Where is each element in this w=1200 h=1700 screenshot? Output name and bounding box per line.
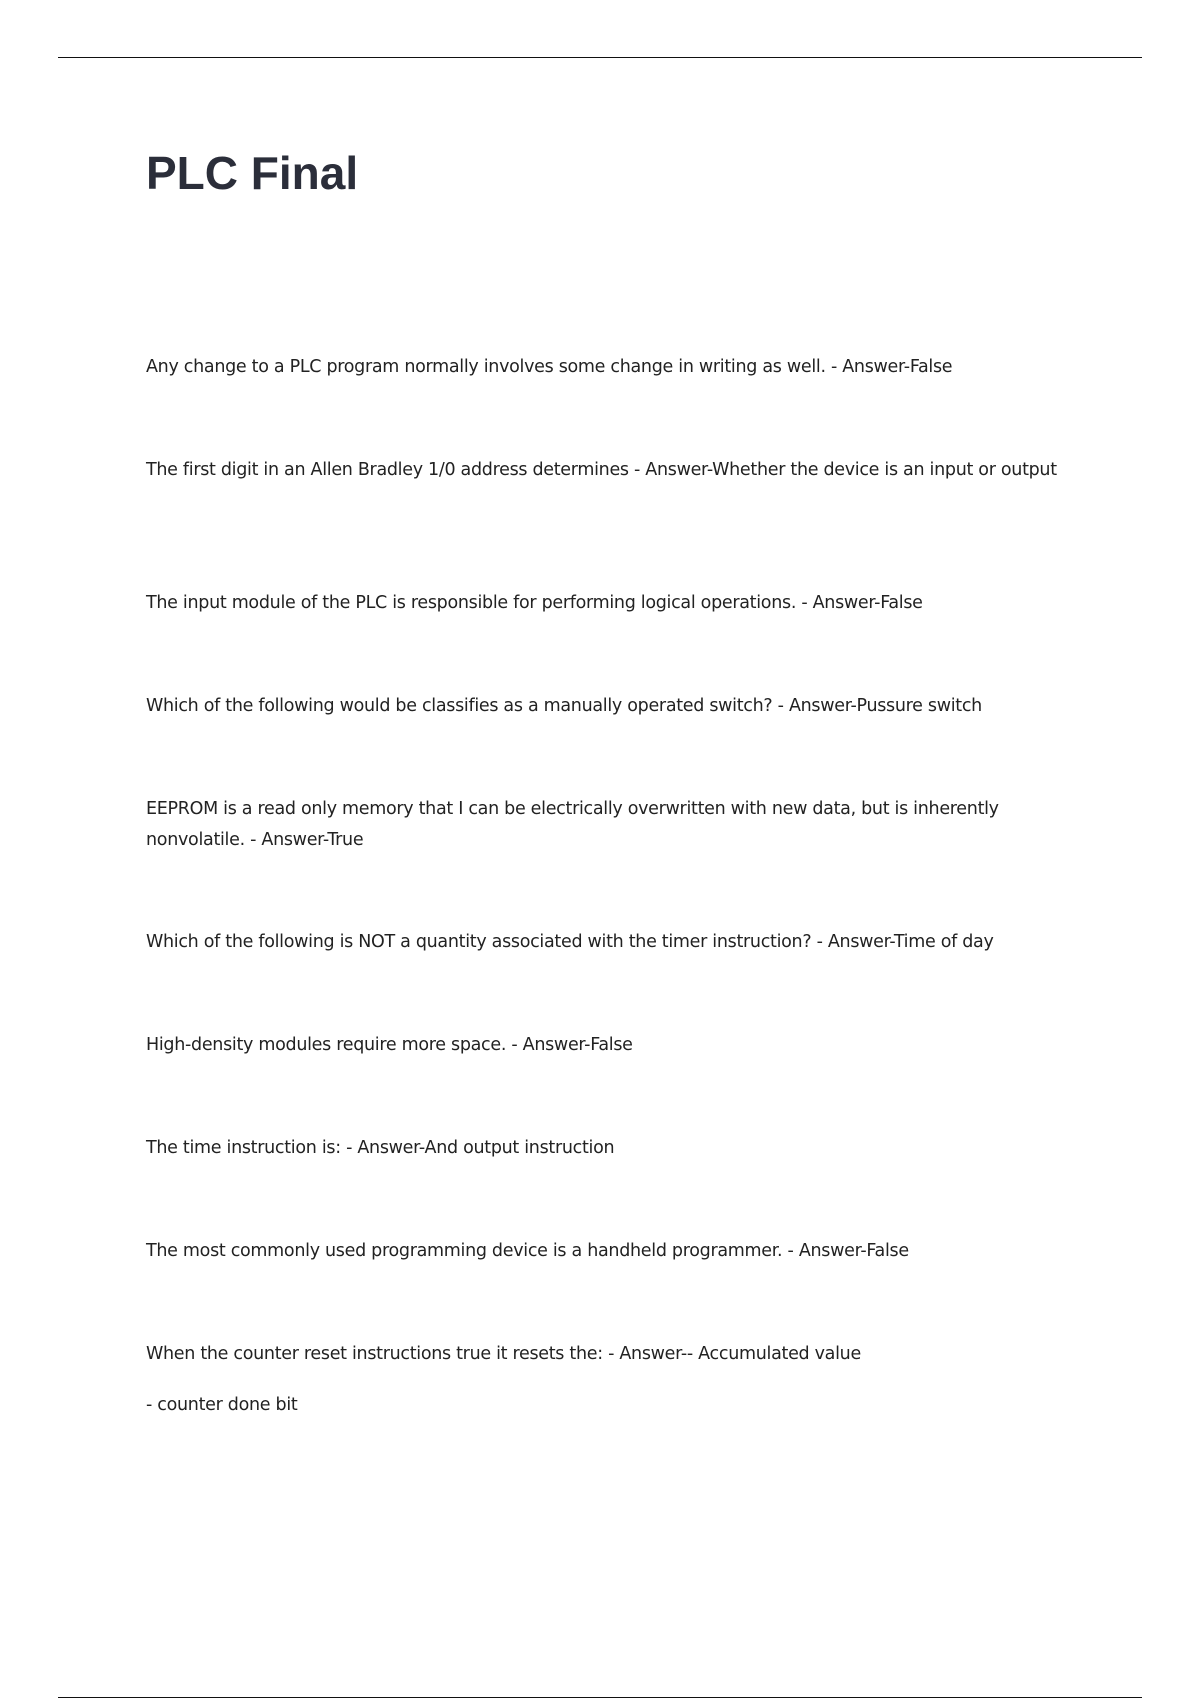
qa-item-10-continuation: - counter done bit	[146, 1395, 298, 1415]
answer-separator: - Answer-	[782, 1241, 867, 1261]
qa-item-8	[146, 1133, 1066, 1164]
qa-item-2	[146, 455, 1066, 486]
answer-text: Whether the device is an input or output	[712, 460, 1057, 480]
qa-item-3	[146, 588, 1066, 619]
answer-separator: - Answer-	[811, 932, 894, 952]
answer-separator: - Answer-	[244, 830, 328, 850]
bottom-rule	[58, 1697, 1142, 1698]
question-text: Which of the following would be classifies as a manually operated switch?	[146, 696, 773, 716]
top-rule	[58, 57, 1142, 58]
question-text: The input module of the PLC is responsible for performing logical operations.	[146, 593, 797, 613]
qa-item-5	[146, 794, 1066, 856]
answer-text: False	[909, 357, 953, 377]
answer-text: False	[590, 1035, 633, 1055]
answer-text: And output instruction	[424, 1138, 615, 1158]
qa-item-6	[146, 927, 1066, 958]
qa-item-7	[146, 1030, 1066, 1061]
qa-item-10	[146, 1339, 1066, 1370]
page-title: PLC Final	[146, 147, 359, 199]
question-text: Which of the following is NOT a quantity associated with the timer instruction?	[146, 932, 812, 952]
answer-text: Time of day	[893, 932, 994, 952]
answer-text: True	[327, 830, 364, 850]
question-text: EEPROM is a read only memory that I can be electrically overwritten with new data, but is inherently nonvolatile.	[146, 799, 999, 850]
answer-separator: - Answer-	[340, 1138, 425, 1158]
qa-item-9	[146, 1236, 1066, 1267]
question-text: The time instruction is:	[146, 1138, 341, 1158]
answer-text: False	[866, 1241, 909, 1261]
qa-item-1	[146, 352, 1066, 383]
answer-separator: - Answer-	[628, 460, 713, 480]
answer-separator: - Answer-	[506, 1035, 591, 1055]
question-text: The first digit in an Allen Bradley 1/0 address determines	[146, 460, 629, 480]
answer-text: False	[880, 593, 923, 613]
question-text: Any change to a PLC program normally involves some change in writing as well.	[146, 357, 826, 377]
answer-text: - Accumulated value	[686, 1344, 861, 1364]
question-text: When the counter reset instructions true it resets the:	[146, 1344, 603, 1364]
answer-text: Pussure switch	[856, 696, 982, 716]
answer-separator: - Answer-	[825, 357, 910, 377]
answer-separator: - Answer-	[796, 593, 881, 613]
qa-item-4	[146, 691, 1066, 722]
question-text: The most commonly used programming device is a handheld programmer.	[146, 1241, 783, 1261]
answer-separator: - Answer-	[602, 1344, 687, 1364]
answer-separator: - Answer-	[772, 696, 857, 716]
question-text: High-density modules require more space.	[146, 1035, 507, 1055]
